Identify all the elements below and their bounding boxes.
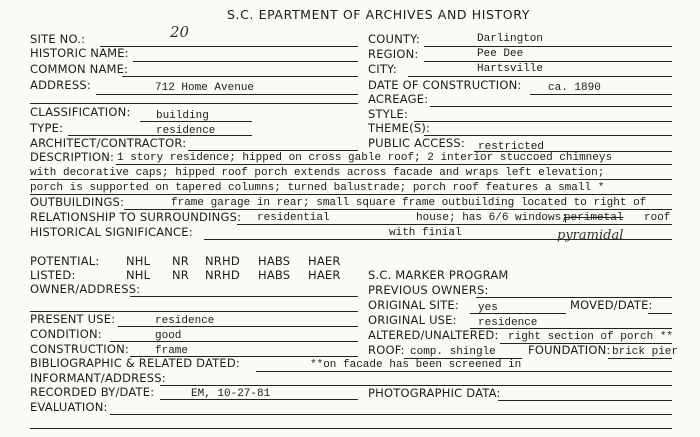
region-line — [424, 61, 672, 62]
listed-label: LISTED: — [30, 268, 76, 282]
bibliographic-value: **on facade has been screened in — [310, 359, 522, 371]
type-value: residence — [156, 125, 216, 137]
original-use-line — [470, 328, 672, 329]
informant-label: INFORMANT/ADDRESS: — [30, 371, 166, 385]
bibliographic-label: BIBLIOGRAPHIC & RELATED DATED: — [30, 356, 240, 370]
previous-owners-label: PREVIOUS OWNERS: — [368, 283, 489, 297]
public-access-label: PUBLIC ACCESS: — [368, 136, 465, 150]
historical-value: with finial — [389, 227, 462, 239]
owner-address-label: OWNER/ADDRESS: — [30, 282, 141, 296]
relationship-value: residential — [257, 212, 330, 224]
condition-value: good — [155, 330, 182, 342]
relationship-label: RELATIONSHIP TO SURROUNDINGS: — [30, 210, 242, 224]
roof-label: ROOF: — [368, 343, 405, 357]
photographic-data-label: PHOTOGRAPHIC DATA: — [368, 386, 501, 400]
address-label: ADDRESS: — [30, 78, 91, 92]
left-divider-line — [30, 103, 358, 104]
recorded-by-value: EM, 10-27-81 — [191, 388, 271, 400]
county-label: COUNTY: — [368, 32, 420, 46]
original-site-label: ORIGINAL SITE: — [368, 298, 459, 312]
construction-label: CONSTRUCTION: — [30, 342, 129, 356]
roof-value: comp. shingle — [410, 346, 496, 358]
date-construction-label: DATE OF CONSTRUCTION: — [368, 78, 522, 92]
condition-label: CONDITION: — [30, 327, 102, 341]
listed-nr: NR — [172, 268, 189, 282]
architect-line — [188, 150, 358, 151]
date-construction-value: ca. 1890 — [548, 82, 601, 94]
city-line — [408, 76, 672, 77]
moved-date-label: MOVED/DATE: — [570, 298, 653, 312]
county-line — [424, 46, 672, 47]
listed-habs: HABS — [258, 268, 291, 282]
potential-habs: HABS — [258, 254, 291, 268]
acreage-label: ACREAGE: — [368, 92, 429, 106]
description-rule-1 — [116, 164, 672, 165]
address-line — [96, 94, 358, 95]
foundation-label: FOUNDATION: — [528, 343, 611, 357]
public-access-value: restricted — [478, 141, 545, 153]
historical-significance-label: HISTORICAL SIGNIFICANCE: — [30, 225, 193, 239]
present-use-line — [118, 326, 358, 327]
region-label: REGION: — [368, 47, 419, 61]
outbuildings-value: frame garage in rear; small square frame outbuilding located to right of — [171, 197, 647, 209]
historic-name-label: HISTORIC NAME: — [30, 46, 129, 60]
historic-name-line — [133, 61, 358, 62]
description-line-3: porch is supported on tapered columns; turned balustrade; porch roof features a small * — [30, 182, 605, 194]
classification-value: building — [156, 110, 209, 122]
architect-label: ARCHITECT/CONTRACTOR: — [30, 136, 187, 150]
original-site-line — [470, 313, 566, 314]
moved-date-line — [648, 313, 672, 314]
potential-nrhd: NRHD — [205, 254, 240, 268]
altered-value: right section of porch ** — [508, 331, 674, 343]
historical-line — [204, 239, 672, 240]
original-use-value: residence — [478, 317, 538, 329]
county-value: Darlington — [477, 33, 544, 45]
date-construction-line — [530, 94, 672, 95]
foundation-line — [608, 358, 672, 359]
listed-nhl: NHL — [126, 268, 151, 282]
foundation-value: brick pier — [612, 346, 679, 358]
site-no-label: SITE NO.: — [30, 32, 86, 46]
description-rule-2 — [30, 179, 672, 180]
recorded-by-label: RECORDED BY/DATE: — [30, 385, 155, 399]
condition-line — [110, 341, 358, 342]
owner-address-line — [130, 296, 358, 297]
style-label: STYLE: — [368, 107, 409, 121]
handwritten-note: pyramidal — [557, 228, 624, 243]
classification-label: CLASSIFICATION: — [30, 105, 131, 119]
form-title: S.C. EPARTMENT OF ARCHIVES AND HISTORY — [227, 7, 530, 22]
bibliographic-line — [256, 371, 672, 372]
relationship-value-2: house; has 6/6 windows; — [416, 212, 568, 224]
original-use-label: ORIGINAL USE: — [368, 313, 457, 327]
relationship-value-3: roof — [644, 212, 671, 224]
site-no-value: 20 — [170, 23, 190, 41]
potential-haer: HAER — [308, 254, 341, 268]
description-label: DESCRIPTION: — [30, 150, 115, 164]
site-no-line — [100, 46, 358, 47]
description-rule-3 — [30, 194, 672, 195]
listed-haer: HAER — [308, 268, 341, 282]
style-line — [414, 121, 672, 122]
potential-nr: NR — [172, 254, 189, 268]
present-use-value: residence — [155, 315, 215, 327]
evaluation-label: EVALUATION: — [30, 400, 108, 414]
evaluation-line-2 — [30, 428, 672, 429]
construction-value: frame — [155, 345, 189, 357]
relationship-struck-word: perimetal — [564, 212, 624, 224]
region-value: Pee Dee — [477, 48, 524, 60]
relationship-line — [237, 224, 672, 225]
outbuildings-label: OUTBUILDINGS: — [30, 195, 125, 209]
original-site-value: yes — [478, 302, 498, 314]
acreage-line — [430, 106, 672, 107]
photographic-data-line — [498, 400, 672, 401]
type-label: TYPE: — [30, 121, 64, 135]
address-value: 712 Home Avenue — [155, 82, 255, 94]
city-label: CITY: — [368, 62, 397, 76]
present-use-label: PRESENT USE: — [30, 312, 116, 326]
description-line-2: with decorative caps; hipped roof porch extends across facade and wraps left elevation; — [30, 167, 605, 179]
evaluation-line — [110, 414, 672, 415]
altered-label: ALTERED/UNALTERED: — [368, 328, 499, 342]
common-name-label: COMMON NAME: — [30, 62, 129, 76]
potential-label: POTENTIAL: — [30, 254, 100, 268]
marker-program-label: S.C. MARKER PROGRAM — [368, 268, 509, 282]
themes-label: THEME(S): — [368, 121, 431, 135]
description-line-1: 1 story residence; hipped on cross gable roof; 2 interior stuccoed chimneys — [117, 152, 613, 164]
potential-nhl: NHL — [126, 254, 151, 268]
city-value: Hartsville — [477, 63, 544, 75]
listed-nrhd: NRHD — [205, 268, 240, 282]
classification-line — [140, 121, 252, 122]
common-name-line — [122, 76, 358, 77]
recorded-by-line — [160, 399, 358, 400]
